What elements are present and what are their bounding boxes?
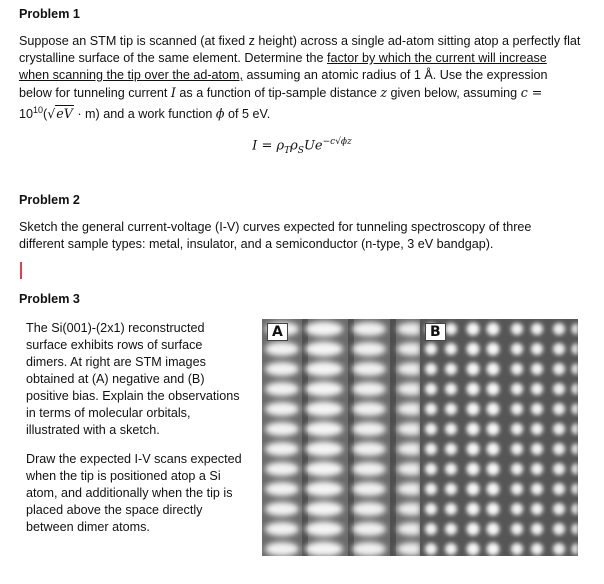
formula-ue: Ue	[303, 138, 323, 154]
formula-sub-s: S	[297, 145, 304, 156]
problem1-line1: Suppose an STM tip is scanned (at fixed z height) across a single ad-atom sitting atop a perfectly flat	[19, 34, 581, 48]
text-cursor[interactable]	[20, 262, 22, 279]
problem3-p1-line: dimers. At right are STM images	[26, 355, 206, 369]
problem3-p1-line: surface exhibits rows of surface	[26, 338, 203, 352]
tunneling-current-formula	[0, 134, 604, 160]
problem2-line1: Sketch the general current-voltage (I-V) curves expected for tunneling spectroscopy of three	[19, 220, 532, 234]
problem1-line5-exponent: 10	[33, 105, 44, 115]
problem3-p1-line: illustrated with a sketch.	[26, 423, 160, 437]
problem1-underlined-phrase-2: when scanning the tip over the ad-atom,	[19, 68, 244, 82]
problem3-p2-line: when the tip is positioned atop a Si	[26, 469, 221, 483]
problem1-line4-b: as a function of tip-sample distance	[179, 86, 377, 100]
problem1-line2	[19, 50, 591, 67]
problem3-p2-line: placed above the space directly	[26, 503, 203, 517]
problem3-p2-line: Draw the expected I-V scans expected	[26, 452, 242, 466]
problem1-underlined-phrase: factor by which the current will increase	[327, 51, 547, 65]
formula-lhs: I = ρ	[252, 138, 285, 154]
problem1-line3	[19, 67, 591, 84]
stm-image-a-graphic	[262, 319, 420, 556]
stm-image-b-graphic	[420, 319, 578, 556]
problem3-p1-line: The Si(001)-(2x1) reconstructed	[26, 321, 205, 335]
formula-sub-t: T	[284, 145, 291, 156]
image-b-label: B	[425, 323, 446, 341]
problem1-line4-a: below for tunneling current	[19, 86, 168, 100]
formula-rho: ρ	[290, 138, 298, 154]
problem1-line4	[19, 84, 591, 102]
formula-exponent: −c√ϕz	[322, 137, 352, 147]
var-c: c =	[520, 85, 543, 100]
problem3-paragraph-1	[26, 320, 254, 439]
problem1-line3-text: assuming an atomic radius of 1 Å. Use the expression	[246, 68, 548, 82]
problem1-heading: Problem 1	[19, 7, 80, 21]
problem3-p1-line: positive bias. Explain the observations	[26, 389, 240, 403]
problem1-line5-base: 10	[19, 107, 34, 122]
var-I: I	[170, 85, 176, 100]
problem2-heading: Problem 2	[19, 193, 80, 207]
var-z: z	[380, 85, 387, 100]
problem1-line2-text: crystalline surface of the same element. Determine the	[19, 51, 324, 65]
problem3-p1-line: in terms of molecular orbitals,	[26, 406, 191, 420]
problem3-p2-line: between dimer atoms.	[26, 520, 150, 534]
problem1-line5-c: of 5 eV.	[228, 107, 271, 122]
problem3-p1-line: obtained at (A) negative and (B)	[26, 372, 205, 386]
problem3-heading: Problem 3	[19, 292, 80, 306]
problem3-p2-line: atom, and additionally when the tip is	[26, 486, 233, 500]
stm-image-a	[262, 319, 420, 556]
problem2-line2: different sample types: metal, insulator, and a semiconductor (n-type, 3 eV bandgap).	[19, 237, 494, 251]
problem1-line4-c: given below, assuming	[390, 86, 518, 100]
problem3-paragraph-2	[26, 451, 254, 536]
problem1-line5: $10^{10}(√eV \cdot m)$ and a work function ϕ of 5 eV.	[19, 105, 271, 122]
sqrt-ev: eV	[56, 106, 73, 122]
var-phi: ϕ	[215, 106, 225, 122]
problem1-line5-b: · m) and a work function	[77, 107, 213, 122]
stm-image-b	[420, 319, 578, 556]
image-a-label: A	[267, 323, 288, 341]
